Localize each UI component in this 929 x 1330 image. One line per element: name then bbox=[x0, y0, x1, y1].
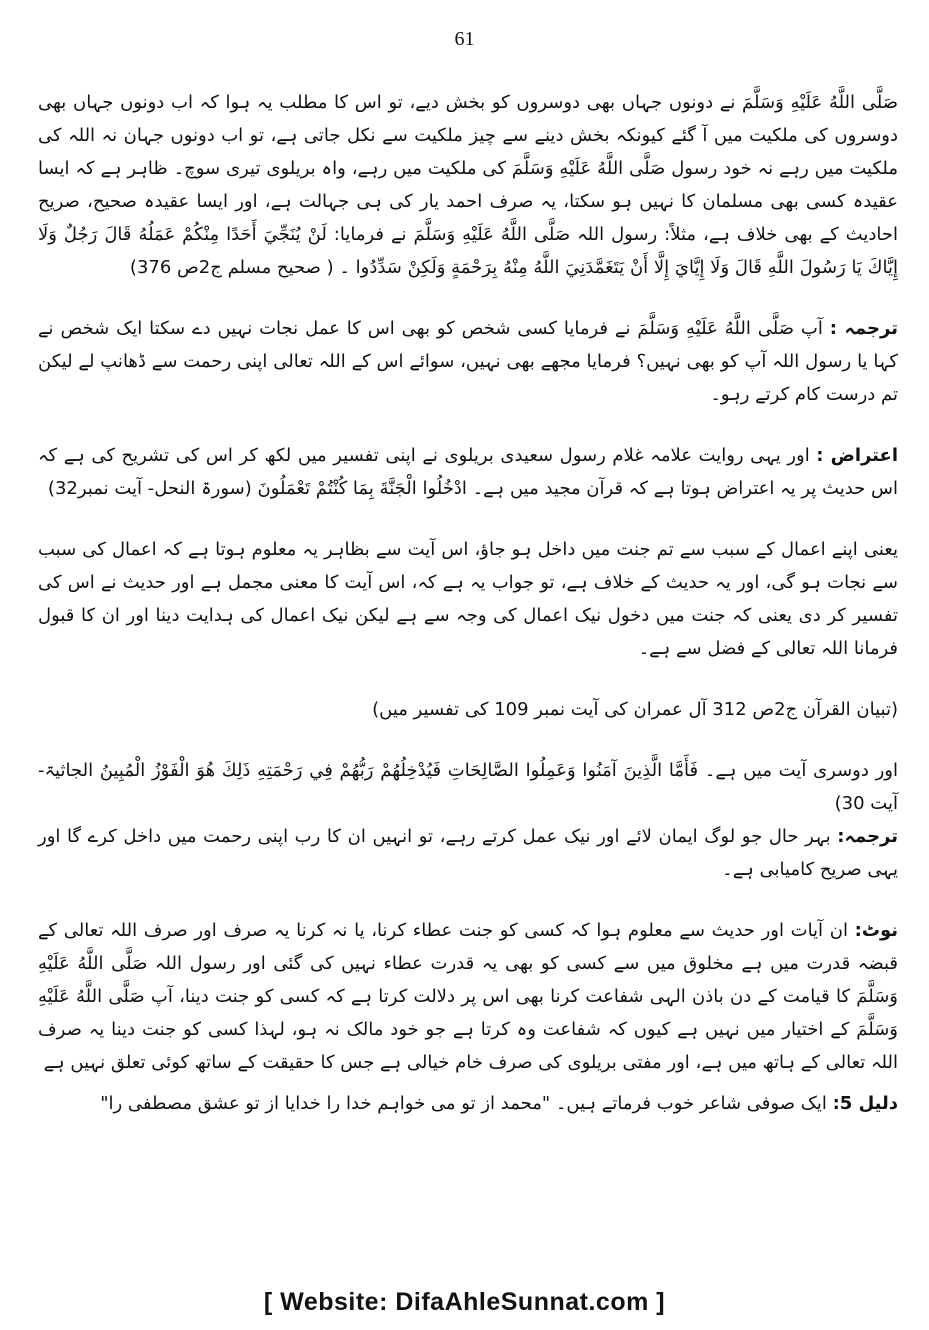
paragraph-explanation: یعنی اپنے اعمال کے سبب سے تم جنت میں داخل ہو جاؤ، اس آیت سے بظاہر یہ معلوم ہوتا ہے کہ اعمال کی سبب سے نجات ہو گی، اور یہ حدیث کے خلاف ہے، تو جواب یہ ہے کہ، اس آیت کا معنی مجمل ہے اور حدیث نے اس کی تفسیر کر دی یعنی کہ جنت میں دخول نیک اعمال کی وجہ سے ہے لیکن نیک اعمال کی ہدایت دینا اور ان کا قبول فرمانا اللہ تعالی کے فضل سے ہے۔ bbox=[38, 539, 898, 659]
note-label: نوٹ: bbox=[854, 920, 898, 941]
page-number: 61 bbox=[454, 28, 475, 50]
document-body bbox=[38, 86, 898, 1120]
translation-text: آپ صَلَّى اللَّهُ عَلَيْهِ وَسَلَّمَ نے فرمایا کسی شخص کو بھی اس کا عمل نجات نہیں دے سکتا ایک شخص نے کہا یا رسول اللہ آپ کو بھی نہیں؟ فرمایا مجھے بھی نہیں، سوائے اس کے اللہ تعالی اپنی رحمت سے ڈھانپ لے لیکن تم درست کام کرتے رہو۔ bbox=[38, 318, 898, 405]
translation-2-label: ترجمہ: bbox=[837, 826, 898, 847]
dalil-label: دلیل 5: bbox=[832, 1093, 898, 1114]
translation-label: ترجمہ : bbox=[829, 318, 898, 339]
paragraph-note bbox=[38, 914, 898, 1079]
objection-text: اور یہی روایت علامہ غلام رسول سعیدی بریلوی نے اپنی تفسیر میں لکھ کر اس کی تشریح کی ہے کہ اس حدیث پر یہ اعتراض ہوتا ہے کہ قرآن مجید میں ہے۔ ادْخُلُوا الْجَنَّةَ بِمَا كُنْتُمْ تَعْمَلُونَ (سورۃ النحل- آیت نمبر32) bbox=[38, 445, 898, 499]
objection-label: اعتراض : bbox=[816, 445, 898, 466]
translation-2-text: بہر حال جو لوگ ایمان لائے اور نیک عمل کرتے رہے، تو انہیں ان کا رب اپنی رحمت میں داخل کرے گا اور یہی صریح کامیابی ہے۔ bbox=[38, 826, 898, 880]
dalil-text: ایک صوفی شاعر خوب فرماتے ہیں۔ "محمد از تو می خواہم خدا را خدایا از تو عشق مصطفی را" bbox=[100, 1093, 827, 1114]
paragraph-dalil bbox=[38, 1087, 898, 1120]
paragraph-translation bbox=[38, 312, 898, 411]
website-footer: [ Website: DifaAhleSunnat.com ] bbox=[263, 1288, 666, 1316]
paragraph-opening: صَلَّى اللَّهُ عَلَيْهِ وَسَلَّمَ نے دونوں جہاں بھی دوسروں کو بخش دیے، تو اس کا مطلب یہ ہوا کہ اب دونوں جہاں بھی دوسروں کی ملکیت میں آ گئے کیونکہ بخش دینے سے چیز ملکیت سے نکل جاتی ہے، تو اب دونوں جہان نہ اللہ کی ملکیت میں رہے نہ خود رسول صَلَّى اللَّهُ عَلَيْهِ وَسَلَّمَ کی ملکیت میں رہے، واہ بریلوی تیری سوچ۔ ظاہر ہے کہ ایسا عقیدہ کسی بھی مسلمان کا نہیں ہو سکتا، یہ صرف احمد یار کی ہی جہالت ہے، اور ایسا عقیدہ صحیح، صریح احادیث کے بھی خلاف ہے، مثلاً: رسول اللہ صَلَّى اللَّهُ عَلَيْهِ وَسَلَّمَ نے فرمایا: لَنْ يُنَجِّيَ أَحَدًا مِنْكُمْ عَمَلُهُ قَالَ رَجُلٌ وَلَا إِيَّاكَ يَا رَسُولَ اللَّهِ قَالَ وَلَا إِيَّايَ إِلَّا أَنْ يَتَغَمَّدَنِيَ اللَّهُ مِنْهُ بِرَحْمَةٍ وَلَكِنْ سَدِّدُوا ۔ ( صحیح مسلم ج2ص 376) bbox=[38, 92, 898, 278]
paragraph-translation-2 bbox=[38, 820, 898, 886]
paragraph-second-verse: اور دوسری آیت میں ہے۔ فَأَمَّا الَّذِينَ آمَنُوا وَعَمِلُوا الصَّالِحَاتِ فَيُدْخِلُهُمْ رَبُّهُمْ فِي رَحْمَتِهِ ذَلِكَ هُوَ الْفَوْزُ الْمُبِينُ الجاثیۃ- آیت 30) bbox=[38, 760, 898, 814]
note-text: ان آیات اور حدیث سے معلوم ہوا کہ کسی کو جنت عطاء کرنا، یا نہ کرنا یہ صرف اور صرف اللہ تعالی کے قبضہ قدرت میں ہے مخلوق میں سے کسی کو بھی یہ قدرت عطاء نہیں کی گئی اور رسول اللہ صَلَّى اللَّهُ عَلَيْهِ وَسَلَّمَ کا قیامت کے دن باذن الہی شفاعت کرنا بھی اس پر دلالت کرتا ہے کہ کسی کو جنت دینا، آپ صَلَّى اللَّهُ عَلَيْهِ وَسَلَّمَ کے اختیار میں نہیں ہے کیوں کہ شفاعت وہ کرتا ہے جو خود مالک نہ ہو، لہذا کسی کو جنت دینا یہ صرف اللہ تعالی کے ہاتھ میں ہے، اور مفتی بریلوی کی صرف خام خیالی ہے جس کا حقیقت کے ساتھ کوئی تعلق نہیں ہے bbox=[38, 920, 898, 1073]
paragraph-citation: (تبیان القرآن ج2ص 312 آل عمران کی آیت نمبر 109 کی تفسیر میں) bbox=[372, 699, 898, 720]
paragraph-objection bbox=[38, 439, 898, 505]
